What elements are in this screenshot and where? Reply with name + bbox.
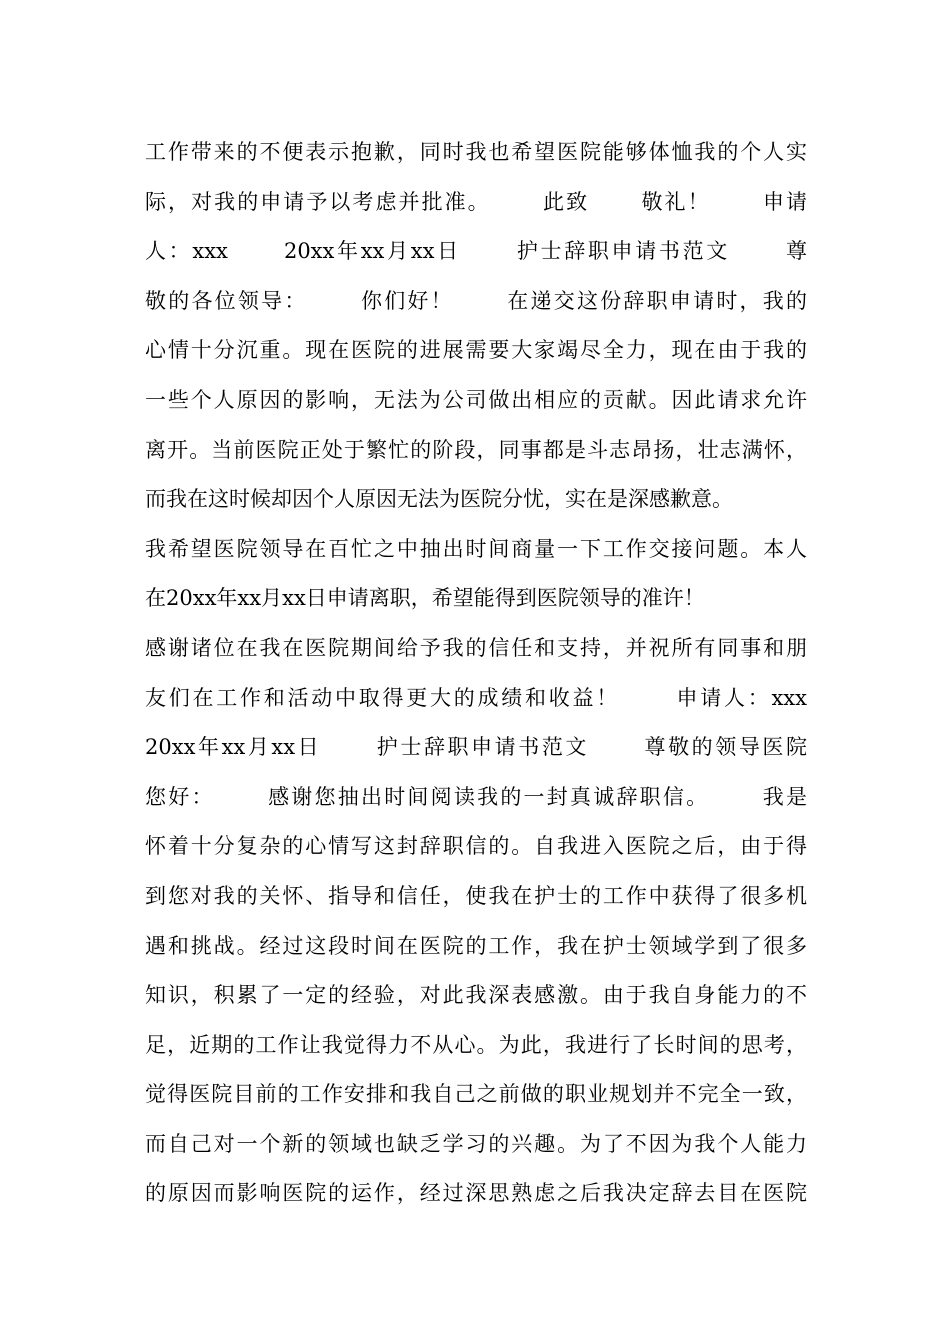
letter-body	[145, 128, 807, 1219]
text-line-12: 友们在工作和活动中取得更大的成绩和收益！ 申请人：xxx	[145, 685, 807, 710]
text-line-8: 而我在这时候却因个人原因无法为医院分忧，实在是深感歉意。	[145, 487, 733, 512]
text-line-13: 20xx年xx月xx日 护士辞职申请书范文 尊敬的领导医院	[145, 735, 807, 760]
text-line-17: 遇和挑战。经过这段时间在医院的工作，我在护士领域学到了很多	[145, 933, 807, 958]
text-line-9: 我希望医院领导在百忙之中抽出时间商量一下工作交接问题。本人	[145, 536, 807, 561]
text-line-7: 离开。当前医院正处于繁忙的阶段，同事都是斗志昂扬，壮志满怀，	[145, 437, 807, 462]
text-line-6: 一些个人原因的影响，无法为公司做出相应的贡献。因此请求允许	[145, 387, 807, 412]
text-line-14: 您好： 感谢您抽出时间阅读我的一封真诚辞职信。 我是	[145, 784, 807, 809]
text-line-3: 人：xxx 20xx年xx月xx日 护士辞职申请书范文 尊	[145, 239, 807, 264]
text-line-18: 知识，积累了一定的经验，对此我深表感激。由于我自身能力的不	[145, 983, 807, 1008]
text-line-20: 觉得医院目前的工作安排和我自己之前做的职业规划并不完全一致，	[145, 1082, 807, 1107]
text-line-19: 足，近期的工作让我觉得力不从心。为此，我进行了长时间的思考，	[145, 1032, 807, 1057]
text-line-5: 心情十分沉重。现在医院的进展需要大家竭尽全力，现在由于我的	[145, 338, 807, 363]
text-line-21: 而自己对一个新的领域也缺乏学习的兴趣。为了不因为我个人能力	[145, 1131, 807, 1156]
text-line-22: 的原因而影响医院的运作，经过深思熟虑之后我决定辞去目在医院	[145, 1181, 807, 1206]
text-line-11: 感谢诸位在我在医院期间给予我的信任和支持，并祝所有同事和朋	[145, 635, 807, 660]
text-line-15: 怀着十分复杂的心情写这封辞职信的。自我进入医院之后，由于得	[145, 834, 807, 859]
text-line-10: 在20xx年xx月xx日申请离职，希望能得到医院领导的准许！	[145, 586, 705, 611]
text-line-2: 际，对我的申请予以考虑并批准。 此致 敬礼！ 申请	[145, 189, 807, 214]
text-line-16: 到您对我的关怀、指导和信任，使我在护士的工作中获得了很多机	[145, 883, 807, 908]
text-line-1: 工作带来的不便表示抱歉，同时我也希望医院能够体恤我的个人实	[145, 140, 807, 164]
text-line-4: 敬的各位领导： 你们好！ 在递交这份辞职申请时，我的	[145, 288, 807, 313]
